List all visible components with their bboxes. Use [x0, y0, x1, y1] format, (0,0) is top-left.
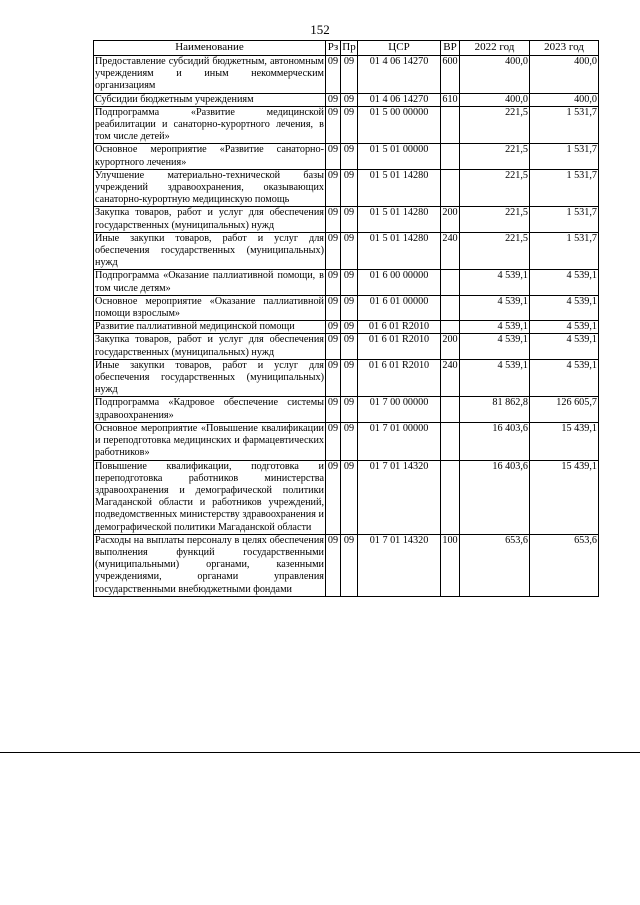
cell-vr	[441, 397, 460, 422]
page-number: 152	[310, 22, 330, 37]
table-row	[94, 207, 599, 232]
cell-y2022: 81 862,8	[460, 397, 530, 422]
cell-csr: 01 5 01 14280	[358, 232, 441, 270]
table-row	[94, 359, 599, 397]
cell-y2022: 400,0	[460, 93, 530, 106]
cell-vr	[441, 321, 460, 334]
cell-rz: 09	[326, 207, 341, 232]
cell-vr	[441, 422, 460, 460]
header-2023: 2023 год	[530, 41, 599, 56]
cell-y2022: 653,6	[460, 534, 530, 596]
cell-pr: 09	[341, 334, 358, 359]
cell-rz: 09	[326, 270, 341, 295]
cell-csr: 01 5 01 14280	[358, 169, 441, 207]
cell-pr: 09	[341, 93, 358, 106]
cell-vr	[441, 106, 460, 144]
cell-rz: 09	[326, 169, 341, 207]
cell-y2023: 1 531,7	[530, 232, 599, 270]
cell-rz: 09	[326, 321, 341, 334]
cell-csr: 01 7 01 14320	[358, 460, 441, 534]
cell-y2022: 4 539,1	[460, 359, 530, 397]
cell-pr: 09	[341, 144, 358, 169]
cell-name: Субсидии бюджетным учреждениям	[94, 93, 326, 106]
cell-rz: 09	[326, 397, 341, 422]
cell-csr: 01 4 06 14270	[358, 56, 441, 94]
cell-y2023: 1 531,7	[530, 106, 599, 144]
cell-pr: 09	[341, 397, 358, 422]
cell-pr: 09	[341, 422, 358, 460]
table-row	[94, 93, 599, 106]
cell-csr: 01 6 00 00000	[358, 270, 441, 295]
cell-vr	[441, 295, 460, 320]
header-vr: ВР	[441, 41, 460, 56]
cell-name: Подпрограмма «Развитие медицинской реабилитации и санаторно-курортного лечения, в том числе детей»	[95, 106, 324, 143]
table-row	[94, 334, 599, 359]
cell-rz: 09	[326, 93, 341, 106]
cell-name: Основное мероприятие «Оказание паллиативной помощи взрослым»	[95, 295, 324, 320]
cell-y2022: 16 403,6	[460, 422, 530, 460]
cell-rz: 09	[326, 56, 341, 94]
cell-vr	[441, 144, 460, 169]
cell-y2023: 4 539,1	[530, 359, 599, 397]
cell-y2023: 4 539,1	[530, 321, 599, 334]
cell-y2023: 1 531,7	[530, 144, 599, 169]
cell-y2022: 221,5	[460, 232, 530, 270]
cell-csr: 01 7 00 00000	[358, 397, 441, 422]
cell-name: Иные закупки товаров, работ и услуг для обеспечения государственных (муниципальных) нужд	[95, 359, 324, 396]
cell-rz: 09	[326, 460, 341, 534]
cell-pr: 09	[341, 321, 358, 334]
cell-name: Развитие паллиативной медицинской помощи	[94, 321, 326, 334]
cell-y2023: 15 439,1	[530, 460, 599, 534]
cell-y2022: 4 539,1	[460, 334, 530, 359]
cell-y2023: 4 539,1	[530, 334, 599, 359]
cell-vr: 240	[441, 232, 460, 270]
cell-csr: 01 6 01 R2010	[358, 321, 441, 334]
table-row	[94, 169, 599, 207]
table-row	[94, 422, 599, 460]
header-pr: Пр	[341, 41, 358, 56]
cell-name: Улучшение материально-технической базы учреждений здравоохранения, оказывающих санаторно-курортную медицинскую помощь	[95, 169, 324, 206]
cell-vr: 610	[442, 93, 458, 105]
cell-y2022: 4 539,1	[460, 270, 530, 295]
cell-name: Иные закупки товаров, работ и услуг для обеспечения государственных (муниципальных) нужд	[95, 232, 324, 269]
cell-csr: 01 6 01 R2010	[358, 334, 441, 359]
header-name: Наименование	[94, 41, 326, 56]
cell-rz: 09	[326, 534, 341, 596]
cell-csr: 01 5 01 00000	[358, 144, 441, 169]
cell-pr: 09	[341, 207, 358, 232]
cell-y2023: 400,0	[530, 56, 599, 94]
cell-y2022: 4 539,1	[460, 321, 530, 334]
cell-vr: 100	[441, 534, 460, 596]
table-header-row	[94, 41, 599, 56]
cell-vr: 200	[441, 207, 460, 232]
table-row	[94, 56, 599, 94]
cell-y2023: 1 531,7	[530, 207, 599, 232]
cell-rz: 09	[326, 144, 341, 169]
bottom-divider	[0, 752, 640, 753]
cell-pr: 09	[341, 169, 358, 207]
cell-y2023: 126 605,7	[530, 397, 599, 422]
cell-rz: 09	[326, 359, 341, 397]
cell-vr: 600	[441, 56, 460, 94]
cell-y2022: 221,5	[460, 144, 530, 169]
cell-y2023: 4 539,1	[530, 270, 599, 295]
cell-rz: 09	[326, 295, 341, 320]
cell-rz: 09	[326, 334, 341, 359]
cell-name: Основное мероприятие «Повышение квалификации и переподготовка медицинских и фармацевтических работников»	[95, 422, 324, 459]
cell-y2022: 4 539,1	[460, 295, 530, 320]
cell-pr: 09	[341, 56, 358, 94]
cell-csr: 01 5 01 14280	[358, 207, 441, 232]
cell-pr: 09	[341, 460, 358, 534]
cell-csr: 01 6 01 00000	[358, 295, 441, 320]
header-2022: 2022 год	[460, 41, 530, 56]
cell-name: Подпрограмма «Оказание паллиативной помощи, в том числе детям»	[95, 270, 324, 294]
cell-name: Закупка товаров, работ и услуг для обеспечения государственных (муниципальных) нужд	[95, 207, 324, 231]
cell-rz: 09	[326, 106, 341, 144]
table-row	[94, 270, 599, 295]
table-row	[94, 106, 599, 144]
cell-name: Основное мероприятие «Развитие санаторно-курортного лечения»	[95, 144, 324, 168]
cell-name: Расходы на выплаты персоналу в целях обеспечения выполнения функций государственными (муниципальными) органами, казенными учреждениями, органами управления государственными внебюджетными фондами	[95, 534, 324, 595]
table-row	[94, 321, 599, 334]
table-body	[94, 56, 599, 597]
header-rz: Рз	[326, 41, 341, 56]
cell-y2023: 15 439,1	[530, 422, 599, 460]
cell-y2023: 400,0	[530, 93, 599, 106]
cell-pr: 09	[341, 359, 358, 397]
cell-y2023: 4 539,1	[530, 295, 599, 320]
table-row	[94, 144, 599, 169]
cell-csr: 01 6 01 R2010	[358, 359, 441, 397]
cell-name: Предоставление субсидий бюджетным, автономным учреждениям и иным некоммерческим организациям	[95, 56, 324, 92]
cell-csr: 01 7 01 00000	[358, 422, 441, 460]
table-row	[94, 460, 599, 534]
cell-pr: 09	[341, 106, 358, 144]
cell-rz: 09	[326, 422, 341, 460]
cell-pr: 09	[341, 295, 358, 320]
table-row	[94, 397, 599, 422]
cell-csr: 01 4 06 14270	[358, 93, 441, 106]
cell-name: Повышение квалификации, подготовка и переподготовка работников министерства здравоохранения и демографической политики Магаданской области и работников учреждений, подведомственных министерству здравоохранения и демографической политики Магаданской области	[95, 460, 324, 533]
table-row	[94, 232, 599, 270]
cell-vr	[441, 460, 460, 534]
budget-table	[93, 40, 599, 597]
cell-y2022: 221,5	[460, 106, 530, 144]
cell-y2022: 16 403,6	[460, 460, 530, 534]
cell-name: Подпрограмма «Кадровое обеспечение системы здравоохранения»	[95, 397, 324, 421]
header-csr: ЦСР	[358, 41, 441, 56]
cell-vr: 240	[441, 359, 460, 397]
cell-vr	[441, 169, 460, 207]
cell-pr: 09	[341, 232, 358, 270]
cell-vr	[441, 270, 460, 295]
cell-pr: 09	[341, 534, 358, 596]
table-row	[94, 534, 599, 596]
cell-csr: 01 7 01 14320	[358, 534, 441, 596]
cell-name: Закупка товаров, работ и услуг для обеспечения государственных (муниципальных) нужд	[95, 334, 324, 358]
cell-y2022: 221,5	[460, 207, 530, 232]
cell-pr: 09	[341, 270, 358, 295]
cell-y2022: 400,0	[460, 56, 530, 94]
cell-csr: 01 5 00 00000	[358, 106, 441, 144]
cell-rz: 09	[326, 232, 341, 270]
cell-vr: 200	[441, 334, 460, 359]
table-row	[94, 295, 599, 320]
cell-y2023: 653,6	[530, 534, 599, 596]
cell-y2023: 1 531,7	[530, 169, 599, 207]
cell-y2022: 221,5	[460, 169, 530, 207]
